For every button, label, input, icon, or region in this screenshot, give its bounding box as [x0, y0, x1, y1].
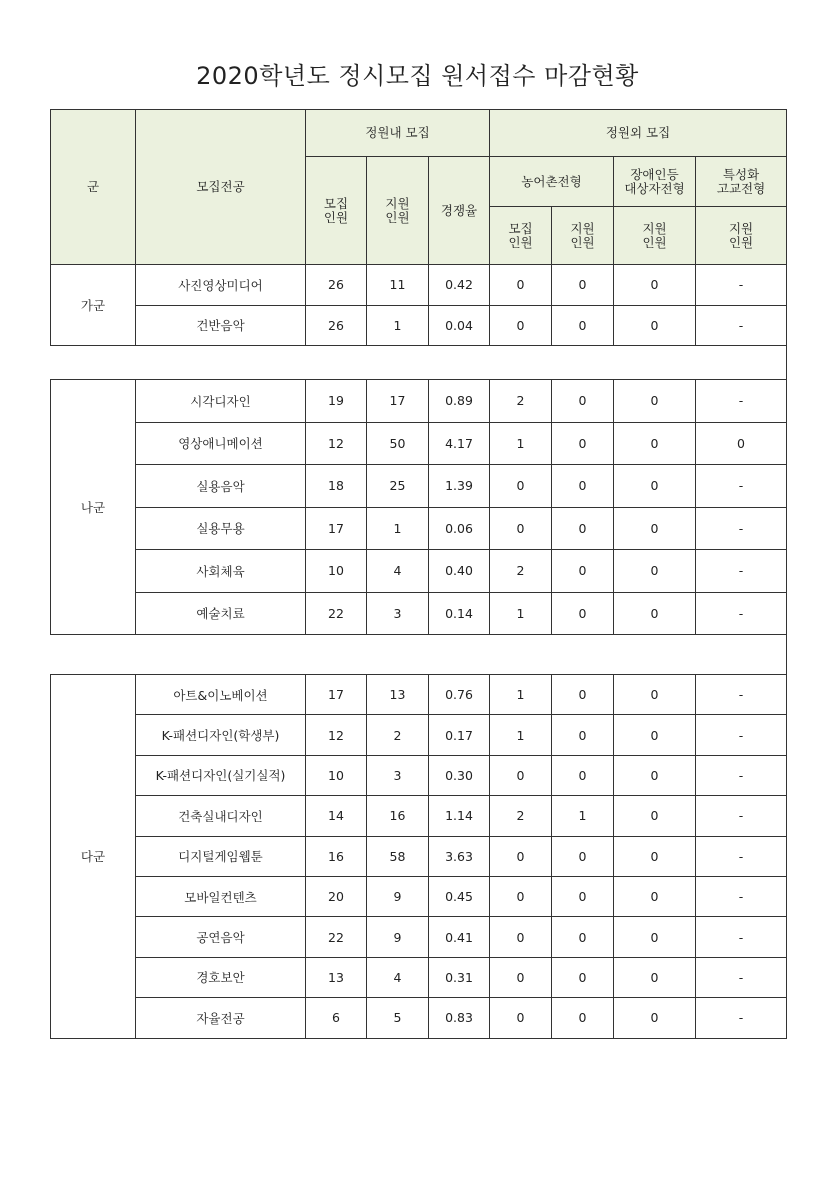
disabled-apply-cell: 0 — [614, 507, 696, 550]
header-competition: 경쟁율 — [429, 157, 490, 265]
apply-cell: 11 — [367, 265, 429, 306]
major-cell: 실용무용 — [136, 507, 306, 550]
table-row — [51, 876, 787, 916]
rural-apply-cell: 0 — [552, 507, 614, 550]
rural-recruit-cell: 0 — [490, 465, 552, 508]
rural-recruit-cell: 1 — [490, 715, 552, 755]
special-apply-cell: 0 — [696, 422, 787, 465]
rate-cell: 0.31 — [429, 957, 490, 997]
recruit-cell: 10 — [306, 550, 367, 593]
disabled-apply-cell: 0 — [614, 265, 696, 306]
recruit-cell: 26 — [306, 305, 367, 346]
special-apply-cell: - — [696, 265, 787, 306]
table-row — [51, 675, 787, 715]
rural-recruit-cell: 0 — [490, 957, 552, 997]
apply-cell: 58 — [367, 836, 429, 876]
rural-apply-cell: 0 — [552, 755, 614, 795]
apply-cell: 3 — [367, 755, 429, 795]
rural-apply-cell: 0 — [552, 957, 614, 997]
apply-cell: 17 — [367, 380, 429, 423]
disabled-apply-cell: 0 — [614, 755, 696, 795]
header-special-apply: 지원 인원 — [696, 207, 787, 265]
apply-cell: 25 — [367, 465, 429, 508]
table-row — [51, 465, 787, 508]
major-cell: 아트&이노베이션 — [136, 675, 306, 715]
rural-apply-cell: 0 — [552, 265, 614, 306]
group-table-na — [50, 379, 787, 635]
table-row — [51, 507, 787, 550]
special-apply-cell: - — [696, 998, 787, 1038]
disabled-apply-cell: 0 — [614, 592, 696, 635]
disabled-apply-cell: 0 — [614, 876, 696, 916]
header-rural: 농어촌전형 — [490, 157, 614, 207]
group-separator — [50, 634, 787, 674]
rural-recruit-cell: 2 — [490, 380, 552, 423]
rural-recruit-cell: 0 — [490, 305, 552, 346]
apply-cell: 16 — [367, 796, 429, 836]
rural-recruit-cell: 0 — [490, 836, 552, 876]
special-apply-cell: - — [696, 796, 787, 836]
rural-recruit-cell: 1 — [490, 592, 552, 635]
page-title: 2020학년도 정시모집 원서접수 마감현황 — [196, 62, 639, 90]
major-cell: 영상애니메이션 — [136, 422, 306, 465]
disabled-apply-cell: 0 — [614, 796, 696, 836]
table-row — [51, 796, 787, 836]
recruit-cell: 20 — [306, 876, 367, 916]
major-cell: 경호보안 — [136, 957, 306, 997]
apply-cell: 2 — [367, 715, 429, 755]
special-apply-cell: - — [696, 917, 787, 957]
rural-apply-cell: 0 — [552, 380, 614, 423]
disabled-apply-cell: 0 — [614, 305, 696, 346]
header-recruit: 모집 인원 — [306, 157, 367, 265]
table-row — [51, 380, 787, 423]
header-outside-group: 정원외 모집 — [490, 110, 787, 157]
special-apply-cell: - — [696, 380, 787, 423]
recruit-cell: 12 — [306, 422, 367, 465]
table-row — [51, 550, 787, 593]
apply-cell: 5 — [367, 998, 429, 1038]
recruit-cell: 10 — [306, 755, 367, 795]
table-row — [51, 957, 787, 997]
special-apply-cell: - — [696, 836, 787, 876]
recruit-cell: 6 — [306, 998, 367, 1038]
rural-apply-cell: 0 — [552, 998, 614, 1038]
recruit-cell: 12 — [306, 715, 367, 755]
apply-cell: 9 — [367, 917, 429, 957]
recruit-cell: 16 — [306, 836, 367, 876]
disabled-apply-cell: 0 — [614, 380, 696, 423]
recruit-cell: 22 — [306, 592, 367, 635]
apply-cell: 4 — [367, 957, 429, 997]
recruit-cell: 17 — [306, 675, 367, 715]
rate-cell: 0.41 — [429, 917, 490, 957]
rate-cell: 3.63 — [429, 836, 490, 876]
rural-recruit-cell: 0 — [490, 998, 552, 1038]
disabled-apply-cell: 0 — [614, 957, 696, 997]
recruit-cell: 26 — [306, 265, 367, 306]
group-name-cell: 나군 — [51, 380, 136, 635]
major-cell: 자율전공 — [136, 998, 306, 1038]
recruit-cell: 14 — [306, 796, 367, 836]
table-row — [51, 265, 787, 306]
disabled-apply-cell: 0 — [614, 422, 696, 465]
rate-cell: 0.83 — [429, 998, 490, 1038]
apply-cell: 50 — [367, 422, 429, 465]
header-special: 특성화 고교전형 — [696, 157, 787, 207]
major-cell: 시각디자인 — [136, 380, 306, 423]
disabled-apply-cell: 0 — [614, 998, 696, 1038]
rate-cell: 1.39 — [429, 465, 490, 508]
rural-apply-cell: 0 — [552, 876, 614, 916]
group-table-da — [50, 674, 787, 1039]
disabled-apply-cell: 0 — [614, 836, 696, 876]
recruit-cell: 13 — [306, 957, 367, 997]
rate-cell: 0.89 — [429, 380, 490, 423]
disabled-apply-cell: 0 — [614, 550, 696, 593]
table-row — [51, 998, 787, 1038]
major-cell: 예술치료 — [136, 592, 306, 635]
rural-recruit-cell: 0 — [490, 917, 552, 957]
rural-apply-cell: 1 — [552, 796, 614, 836]
table-row — [51, 592, 787, 635]
rate-cell: 4.17 — [429, 422, 490, 465]
rural-recruit-cell: 0 — [490, 755, 552, 795]
rate-cell: 0.14 — [429, 592, 490, 635]
rural-apply-cell: 0 — [552, 422, 614, 465]
special-apply-cell: - — [696, 465, 787, 508]
rate-cell: 0.17 — [429, 715, 490, 755]
rural-recruit-cell: 0 — [490, 265, 552, 306]
recruit-cell: 17 — [306, 507, 367, 550]
group-name-cell: 다군 — [51, 675, 136, 1039]
major-cell: 건반음악 — [136, 305, 306, 346]
recruit-cell: 22 — [306, 917, 367, 957]
apply-cell: 1 — [367, 305, 429, 346]
rate-cell: 0.45 — [429, 876, 490, 916]
table-row — [51, 422, 787, 465]
major-cell: 사진영상미디어 — [136, 265, 306, 306]
rural-apply-cell: 0 — [552, 917, 614, 957]
rate-cell: 0.04 — [429, 305, 490, 346]
apply-cell: 1 — [367, 507, 429, 550]
special-apply-cell: - — [696, 550, 787, 593]
disabled-apply-cell: 0 — [614, 675, 696, 715]
special-apply-cell: - — [696, 507, 787, 550]
rural-recruit-cell: 1 — [490, 675, 552, 715]
rural-recruit-cell: 0 — [490, 876, 552, 916]
special-apply-cell: - — [696, 305, 787, 346]
table-row — [51, 305, 787, 346]
rural-apply-cell: 0 — [552, 675, 614, 715]
rate-cell: 0.76 — [429, 675, 490, 715]
disabled-apply-cell: 0 — [614, 465, 696, 508]
rate-cell: 0.06 — [429, 507, 490, 550]
rate-cell: 0.40 — [429, 550, 490, 593]
header-gun: 군 — [51, 110, 136, 265]
apply-cell: 13 — [367, 675, 429, 715]
table-row — [51, 836, 787, 876]
header-inside-group: 정원내 모집 — [306, 110, 490, 157]
apply-cell: 9 — [367, 876, 429, 916]
special-apply-cell: - — [696, 957, 787, 997]
rural-apply-cell: 0 — [552, 550, 614, 593]
group-name-cell: 가군 — [51, 265, 136, 346]
recruit-cell: 18 — [306, 465, 367, 508]
table-row — [51, 917, 787, 957]
table-row — [51, 755, 787, 795]
rate-cell: 1.14 — [429, 796, 490, 836]
special-apply-cell: - — [696, 715, 787, 755]
rural-apply-cell: 0 — [552, 592, 614, 635]
rate-cell: 0.30 — [429, 755, 490, 795]
rural-apply-cell: 0 — [552, 836, 614, 876]
group-separator — [50, 345, 787, 379]
major-cell: 공연음악 — [136, 917, 306, 957]
apply-cell: 4 — [367, 550, 429, 593]
header-apply: 지원 인원 — [367, 157, 429, 265]
major-cell: 모바일컨텐츠 — [136, 876, 306, 916]
rural-apply-cell: 0 — [552, 715, 614, 755]
special-apply-cell: - — [696, 755, 787, 795]
major-cell: 건축실내디자인 — [136, 796, 306, 836]
apply-cell: 3 — [367, 592, 429, 635]
header-rural-recruit: 모집 인원 — [490, 207, 552, 265]
rural-recruit-cell: 2 — [490, 550, 552, 593]
rural-apply-cell: 0 — [552, 305, 614, 346]
special-apply-cell: - — [696, 876, 787, 916]
major-cell: 사회체육 — [136, 550, 306, 593]
major-cell: 디지털게임웹툰 — [136, 836, 306, 876]
major-cell: K-패션디자인(실기실적) — [136, 755, 306, 795]
header-disabled: 장애인등 대상자전형 — [614, 157, 696, 207]
rural-recruit-cell: 2 — [490, 796, 552, 836]
disabled-apply-cell: 0 — [614, 917, 696, 957]
group-table-ga — [50, 264, 787, 346]
header-rural-apply: 지원 인원 — [552, 207, 614, 265]
major-cell: 실용음악 — [136, 465, 306, 508]
rural-apply-cell: 0 — [552, 465, 614, 508]
header-table — [50, 109, 787, 265]
header-disabled-apply: 지원 인원 — [614, 207, 696, 265]
special-apply-cell: - — [696, 675, 787, 715]
special-apply-cell: - — [696, 592, 787, 635]
disabled-apply-cell: 0 — [614, 715, 696, 755]
table-row — [51, 715, 787, 755]
major-cell: K-패션디자인(학생부) — [136, 715, 306, 755]
recruit-cell: 19 — [306, 380, 367, 423]
rate-cell: 0.42 — [429, 265, 490, 306]
rural-recruit-cell: 1 — [490, 422, 552, 465]
rural-recruit-cell: 0 — [490, 507, 552, 550]
header-major: 모집전공 — [136, 110, 306, 265]
